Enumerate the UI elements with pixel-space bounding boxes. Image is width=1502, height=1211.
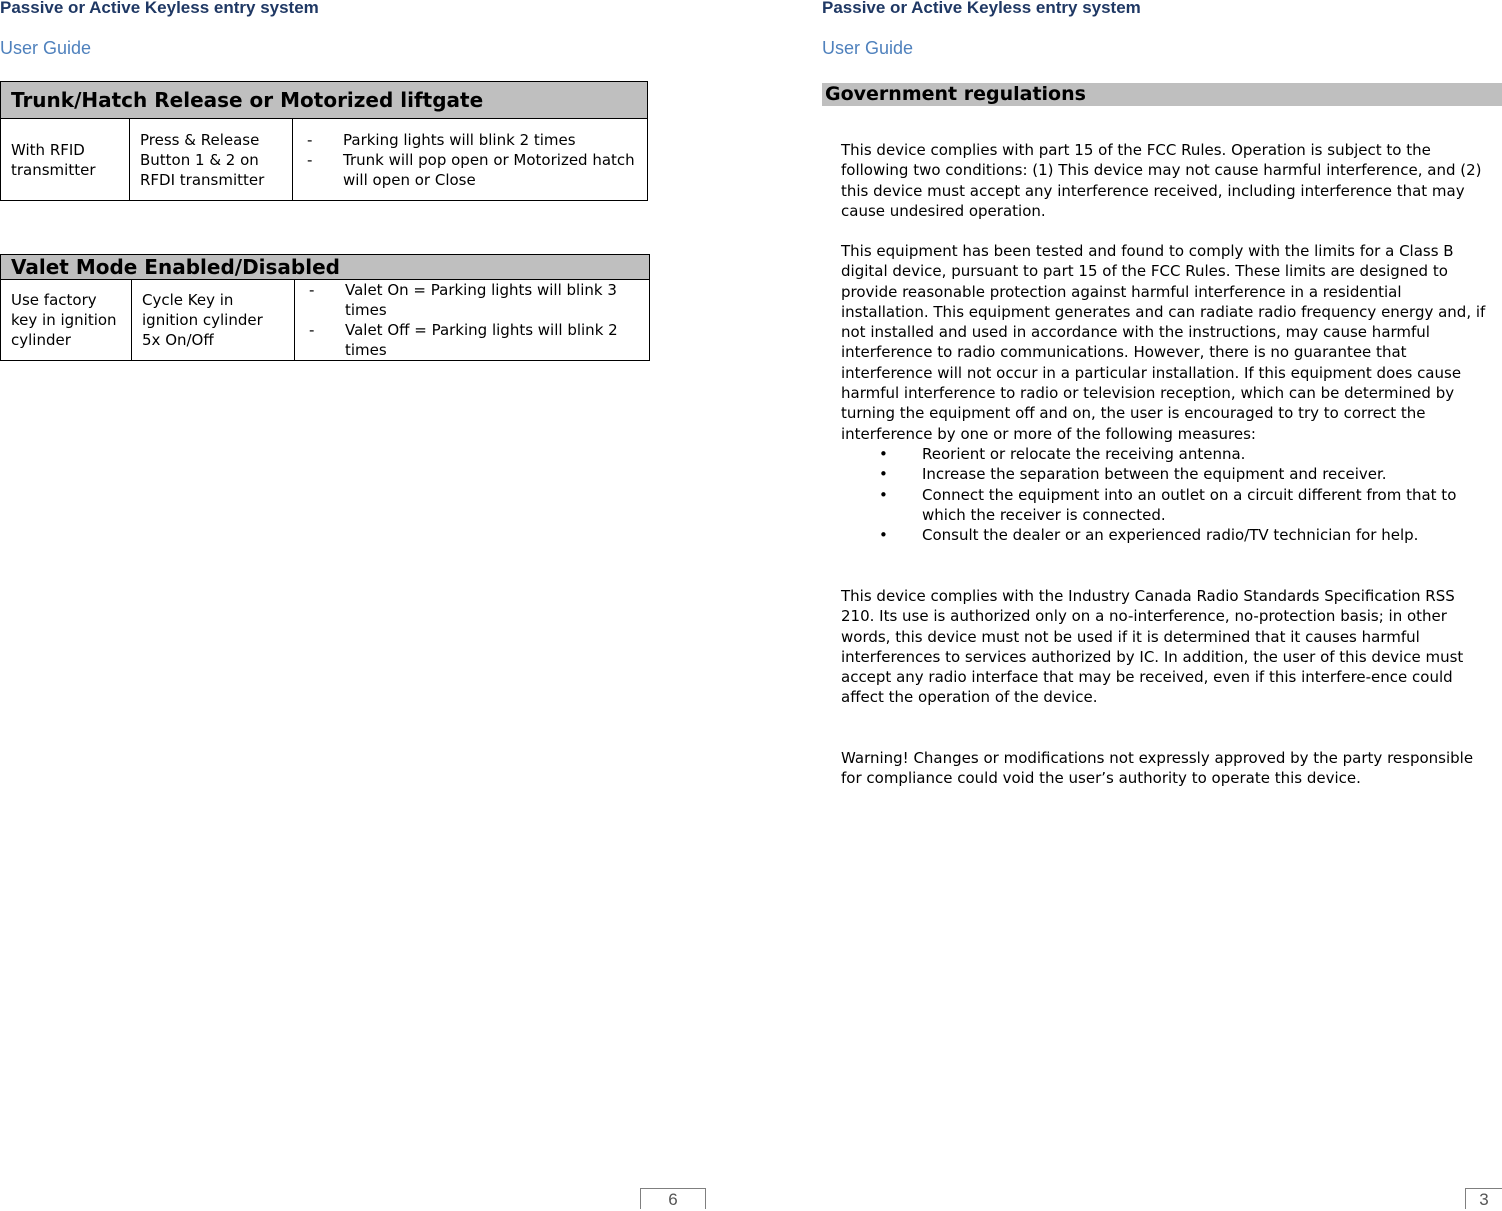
table-row	[1, 280, 650, 361]
trunk-table-result-cell	[293, 119, 648, 201]
document-title: Passive or Active Keyless entry system	[822, 0, 1141, 17]
bullet-icon: •	[879, 485, 888, 504]
list-item-text: Reorient or relocate the receiving antenna.	[922, 444, 1246, 463]
list-item: - Parking lights will blink 2 times	[303, 130, 637, 150]
section-heading: Government regulations	[822, 83, 1502, 106]
list-item	[841, 464, 1486, 484]
valet-table-device-cell: Use factory key in ignition cylinder	[1, 280, 132, 361]
valet-result-list	[305, 280, 639, 360]
bullet-icon: •	[879, 444, 888, 463]
paragraph-text: This device complies with the Industry Canada Radio Standards Specification RSS 210. Its use is authorized only on a no-interference, no-protection basis; in other words, this device must not be used if it is determined that it causes harmful interferences to services authorized by IC. In addition, the user of this device must accept any radio interface that may be received, even if this interfere-ence could affect the operation of the device.	[841, 587, 1464, 707]
trunk-table-device-cell: With RFID transmitter	[1, 119, 130, 201]
bullet-icon: •	[879, 526, 888, 545]
paragraph-text: Warning! Changes or modifications not expressly approved by the party responsible for compliance could void the user’s authority to operate this device.	[841, 749, 1474, 788]
list-item	[841, 485, 1486, 526]
valet-mode-table	[0, 254, 650, 361]
paragraph-text: This device complies with part 15 of the FCC Rules. Operation is subject to the following two conditions: (1) This device may not cause harmful interference, and (2) this device must accept any interference received, including interference that may cause undesired operation.	[841, 141, 1482, 220]
list-item	[841, 444, 1486, 464]
document-subtitle: User Guide	[0, 38, 92, 58]
document-subtitle: User Guide	[822, 38, 914, 58]
valet-table-result-cell	[295, 280, 650, 361]
bullet-icon: •	[879, 465, 888, 484]
fcc-compliance-paragraph	[841, 140, 1486, 221]
paragraph-text: This equipment has been tested and found to comply with the limits for a Class B digital device, pursuant to part 15 of the FCC Rules. These limits are designed to provide reasonable protection against harmful interference in a residential installation. This equipment generates and can radiate radio frequency energy and, if not installed and used in accordance with the instructions, may cause harmful interference to radio communications. However, there is no guarantee that interference will not occur in a particular installation. If this equipment does cause harmful interference to radio or television reception, which can be determined by turning the equipment off and on, the user is encouraged to try to correct the interference by one or more of the following measures:	[841, 242, 1486, 443]
list-item	[841, 525, 1486, 545]
valet-table-heading: Valet Mode Enabled/Disabled	[1, 255, 650, 280]
list-item-text: Increase the separation between the equipment and receiver.	[922, 465, 1387, 484]
industry-canada-paragraph	[841, 586, 1486, 708]
trunk-result-list	[303, 130, 637, 190]
trunk-release-table	[0, 81, 648, 201]
page-number: 6	[640, 1188, 706, 1209]
warning-paragraph	[841, 748, 1486, 789]
trunk-table-action-cell: Press & Release Button 1 & 2 on RFDI transmitter	[130, 119, 293, 201]
list-item-text: Connect the equipment into an outlet on a circuit different from that to which the receiver is connected.	[922, 485, 1457, 524]
list-item: - Valet On = Parking lights will blink 3 times	[305, 280, 639, 320]
right-page	[822, 0, 1502, 1209]
measures-list	[841, 444, 1486, 545]
list-item: - Valet Off = Parking lights will blink 2 times	[305, 320, 639, 360]
trunk-table-heading: Trunk/Hatch Release or Motorized liftgate	[1, 82, 648, 119]
table-row	[1, 119, 648, 201]
page-number: 3	[1465, 1188, 1502, 1209]
list-item-text: Consult the dealer or an experienced radio/TV technician for help.	[922, 526, 1419, 545]
document-title: Passive or Active Keyless entry system	[0, 0, 319, 17]
class-b-paragraph	[841, 241, 1486, 545]
left-page	[0, 0, 700, 1209]
valet-table-action-cell: Cycle Key in ignition cylinder 5x On/Off	[132, 280, 295, 361]
list-item: - Trunk will pop open or Motorized hatch will open or Close	[303, 150, 637, 190]
